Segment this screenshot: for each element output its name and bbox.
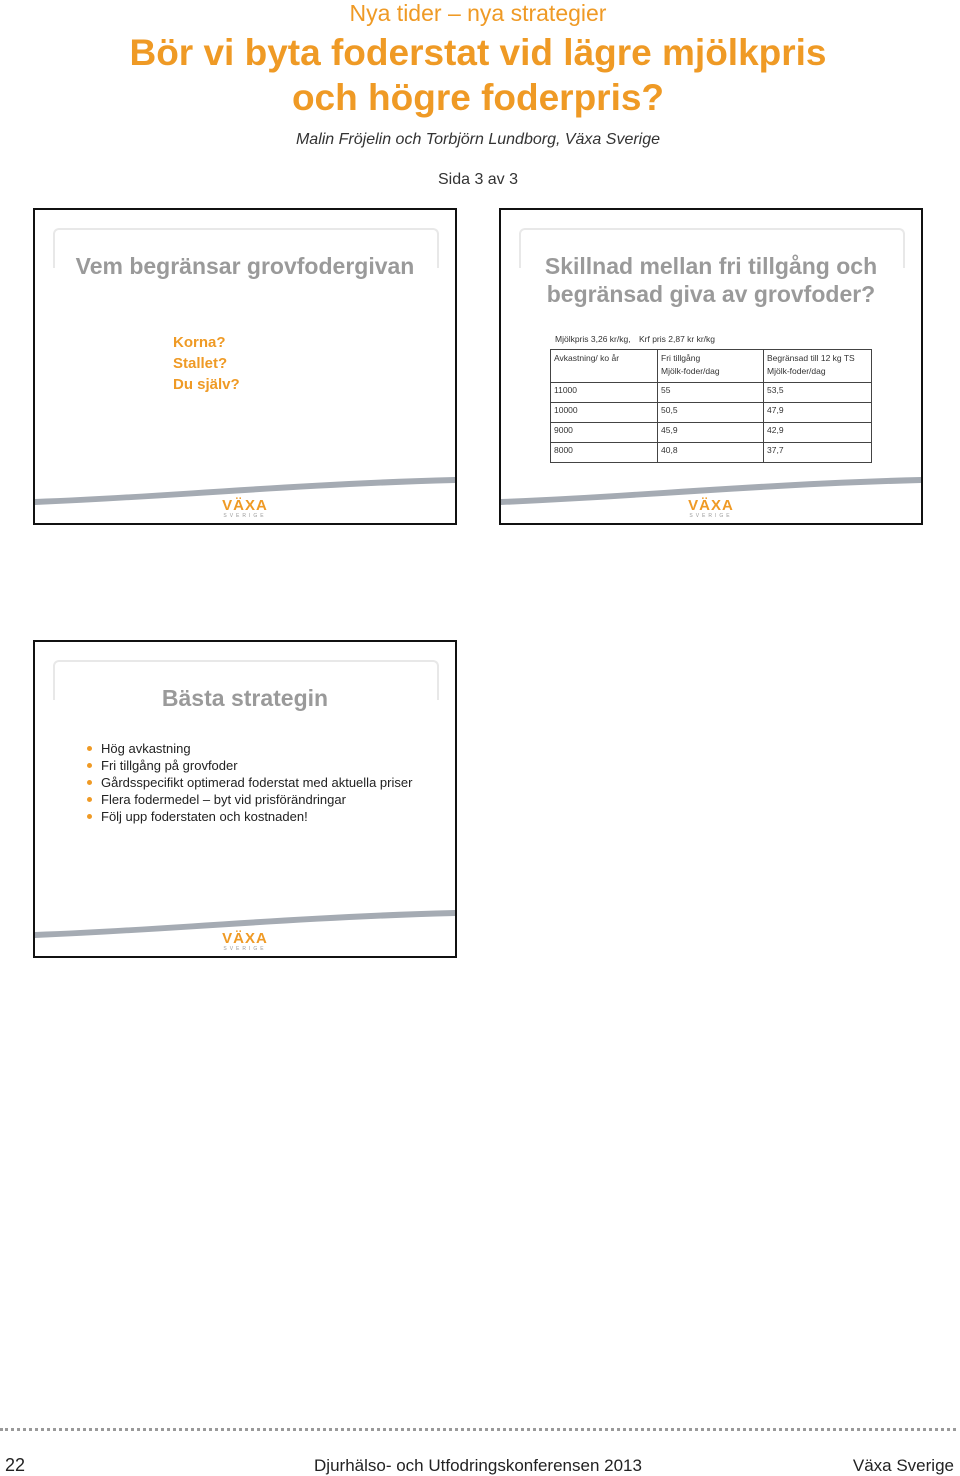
table-cell: 10000 xyxy=(551,403,658,423)
bullet-dot-icon xyxy=(87,780,92,785)
feed-price: Krf pris 2,87 kr kr/kg xyxy=(638,334,716,344)
list-item: Gårdsspecifikt optimerad foderstat med aktuella priser xyxy=(87,774,412,791)
table-row xyxy=(551,383,872,403)
vaxa-logo xyxy=(222,498,268,519)
table-cell: 55 xyxy=(658,383,764,403)
strategy-list xyxy=(87,740,412,825)
slide-2-title-line-1: Skillnad mellan fri tillgång och xyxy=(544,253,878,279)
table-cell: 45,9 xyxy=(658,423,764,443)
page-info: Sida 3 av 3 xyxy=(437,171,519,188)
bullet-dot-icon xyxy=(87,797,92,802)
list-item: Hög avkastning xyxy=(87,740,412,757)
logo-sub-text: SVERIGE xyxy=(689,513,733,519)
table-cell: 37,7 xyxy=(764,443,872,463)
table-header-cell: Begränsad till 12 kg TS Mjölk-foder/dag xyxy=(764,350,872,383)
question-item: Du själv? xyxy=(173,376,240,393)
slide-1-title: Vem begränsar grovfodergivan xyxy=(75,253,415,279)
page-footer xyxy=(0,1455,956,1475)
table-header-cell: Avkastning/ ko år xyxy=(551,350,658,383)
price-info xyxy=(555,334,721,344)
milk-price: Mjölkpris 3,26 kr/kg, xyxy=(555,334,631,344)
vaxa-logo xyxy=(688,498,734,519)
logo-main-text: VÄXA xyxy=(222,930,268,947)
bullet-dot-icon xyxy=(87,763,92,768)
article-title xyxy=(0,30,956,120)
article-title-line-1: Bör vi byta foderstat vid lägre mjölkpris xyxy=(129,32,827,73)
slide-3-title: Bästa strategin xyxy=(161,685,329,711)
logo-main-text: VÄXA xyxy=(688,497,734,514)
table-cell: 9000 xyxy=(551,423,658,443)
list-item: Fri tillgång på grovfoder xyxy=(87,757,412,774)
list-item: Följ upp foderstaten och kostnaden! xyxy=(87,808,412,825)
table-cell: 50,5 xyxy=(658,403,764,423)
organization-name: Växa Sverige xyxy=(852,1456,954,1475)
table-cell: 53,5 xyxy=(764,383,872,403)
slide-2 xyxy=(499,208,923,525)
logo-main-text: VÄXA xyxy=(222,497,268,514)
table-cell: 40,8 xyxy=(658,443,764,463)
bullet-dot-icon xyxy=(87,814,92,819)
question-list xyxy=(173,332,240,395)
list-item: Flera fodermedel – byt vid prisförändringar xyxy=(87,791,412,808)
footer-divider xyxy=(0,1428,956,1431)
conference-name: Djurhälso- och Utfodringskonferensen 2013 xyxy=(314,1456,642,1475)
table-row xyxy=(551,443,872,463)
vaxa-logo xyxy=(222,931,268,952)
article-authors: Malin Fröjelin och Torbjörn Lundborg, Växa Sverige xyxy=(295,131,661,148)
table-row xyxy=(551,403,872,423)
slide-1 xyxy=(33,208,457,525)
table-cell: 8000 xyxy=(551,443,658,463)
article-kicker: Nya tider – nya strategier xyxy=(349,0,607,26)
feed-comparison-table xyxy=(550,349,872,463)
table-header-row xyxy=(551,350,872,383)
table-cell: 47,9 xyxy=(764,403,872,423)
table-cell: 42,9 xyxy=(764,423,872,443)
question-item: Stallet? xyxy=(173,355,228,372)
question-item: Korna? xyxy=(173,334,226,351)
logo-sub-text: SVERIGE xyxy=(223,513,267,519)
slide-2-title-line-2: begränsad giva av grovfoder? xyxy=(546,281,876,307)
slide-2-title xyxy=(501,252,921,308)
logo-sub-text: SVERIGE xyxy=(223,946,267,952)
table-cell: 11000 xyxy=(551,383,658,403)
page-number: 22 xyxy=(5,1455,26,1475)
slide-3 xyxy=(33,640,457,958)
table-row xyxy=(551,423,872,443)
bullet-dot-icon xyxy=(87,746,92,751)
article-title-line-2: och högre foderpris? xyxy=(291,77,665,118)
table-header-cell: Fri tillgång Mjölk-foder/dag xyxy=(658,350,764,383)
